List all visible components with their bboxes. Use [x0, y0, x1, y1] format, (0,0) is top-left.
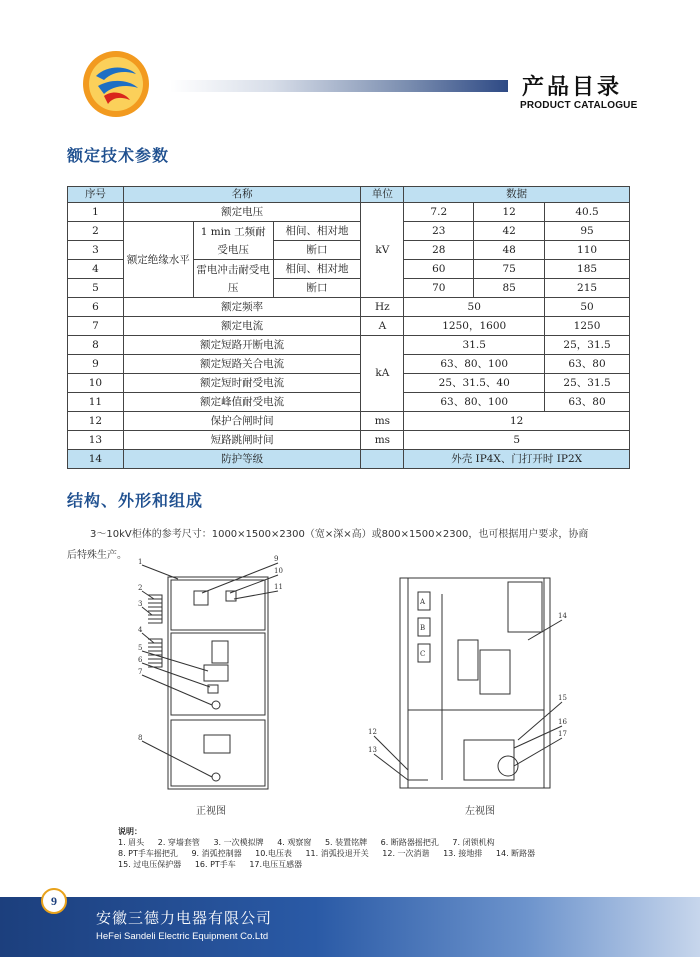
cell-value: 外壳 IP4X、门打开时 IP2X — [404, 450, 630, 469]
callout-label: 6 — [138, 656, 143, 664]
legend-item: 12. 一次消谐 — [382, 849, 430, 858]
cell-no: 6 — [68, 298, 124, 317]
cell-value: 48 — [474, 241, 545, 260]
cell-value: 23 — [404, 222, 474, 241]
company-name-cn: 安徽三德力电器有限公司 — [96, 909, 273, 927]
cell-no: 2 — [68, 222, 124, 241]
legend-item: 10.电压表 — [255, 849, 292, 858]
header-data: 数据 — [404, 187, 630, 203]
cell-value: 28 — [404, 241, 474, 260]
callout-label: 11 — [274, 583, 283, 591]
header-no: 序号 — [68, 187, 124, 203]
cell-value: 110 — [545, 241, 630, 260]
legend-item: 7. 闭锁机构 — [452, 838, 495, 847]
legend-item: 5. 装置铭牌 — [324, 838, 368, 847]
legend-row — [118, 859, 618, 870]
company-logo-icon — [82, 50, 150, 118]
cell-unit — [361, 450, 404, 469]
cell-value: 215 — [545, 279, 630, 298]
spec-section-title: 额定技术参数 — [67, 146, 170, 165]
spec-table — [67, 186, 630, 469]
cell-value: 50 — [404, 298, 545, 317]
legend — [118, 826, 618, 870]
table-row — [68, 317, 630, 336]
legend-item: 8. PT手车摇把孔 — [118, 849, 178, 858]
cell-value: 5 — [404, 431, 630, 450]
page-title: 产品目录 — [522, 75, 623, 100]
callout-label: 8 — [138, 734, 143, 742]
cell-subgroup: 1 min 工频耐受电压 — [193, 222, 273, 260]
callout-label: 17 — [558, 730, 567, 738]
table-row — [68, 450, 630, 469]
header-gradient-bar — [170, 80, 508, 92]
callout-label: 10 — [274, 567, 283, 575]
callout-label: 14 — [558, 612, 567, 620]
legend-item: 6. 断路器摇把孔 — [380, 838, 439, 847]
cell-no: 14 — [68, 450, 124, 469]
cell-value: 25、31.5、40 — [404, 374, 545, 393]
legend-item: 13. 接地排 — [443, 849, 483, 858]
table-row — [68, 431, 630, 450]
cell-subgroup: 雷电冲击耐受电压 — [193, 260, 273, 298]
cell-value: 1250 — [545, 317, 630, 336]
front-view-drawing — [138, 555, 288, 795]
cell-no: 13 — [68, 431, 124, 450]
cell-unit: ms — [361, 412, 404, 431]
cell-value: 7.2 — [404, 203, 474, 222]
table-row — [68, 203, 630, 222]
front-view-caption: 正视图 — [196, 806, 226, 817]
cell-value: 25、31.5 — [545, 374, 630, 393]
cell-value: 1250，1600 — [404, 317, 545, 336]
legend-item: 11. 消弧投退开关 — [305, 849, 369, 858]
side-view-drawing — [368, 570, 578, 795]
cell-no: 7 — [68, 317, 124, 336]
cell-no: 3 — [68, 241, 124, 260]
cell-value: 63、80、100 — [404, 393, 545, 412]
cell-no: 5 — [68, 279, 124, 298]
cell-no: 12 — [68, 412, 124, 431]
cell-value: 31.5 — [404, 336, 545, 355]
cell-no: 8 — [68, 336, 124, 355]
table-row — [68, 222, 630, 241]
legend-item: 9. 消弧控制器 — [191, 849, 242, 858]
cell-unit: kA — [361, 336, 404, 412]
cell-unit: Hz — [361, 298, 404, 317]
cell-subname: 断口 — [273, 241, 361, 260]
callout-label: 1 — [138, 558, 143, 566]
cell-name: 短路跳闸时间 — [123, 431, 361, 450]
cell-value: 95 — [545, 222, 630, 241]
cell-name: 额定电流 — [123, 317, 361, 336]
table-row — [68, 412, 630, 431]
cell-value: 60 — [404, 260, 474, 279]
cell-value: 40.5 — [545, 203, 630, 222]
cell-name: 额定峰值耐受电流 — [123, 393, 361, 412]
cell-value: 185 — [545, 260, 630, 279]
table-row — [68, 393, 630, 412]
callout-label: 5 — [138, 644, 143, 652]
cell-value: 12 — [474, 203, 545, 222]
header-name: 名称 — [123, 187, 361, 203]
table-row — [68, 355, 630, 374]
cell-name: 额定电压 — [123, 203, 361, 222]
structure-section-title: 结构、外形和组成 — [67, 491, 204, 510]
side-view-caption: 左视图 — [465, 806, 495, 817]
cell-unit: A — [361, 317, 404, 336]
legend-row — [118, 848, 618, 859]
callout-label: 3 — [138, 600, 143, 608]
cell-unit: kV — [361, 203, 404, 298]
table-header-row — [68, 187, 630, 203]
callout-label: 13 — [368, 746, 377, 754]
side-letter-label: B — [420, 624, 426, 632]
cell-value: 85 — [474, 279, 545, 298]
table-row — [68, 374, 630, 393]
cell-name: 额定短时耐受电流 — [123, 374, 361, 393]
cell-no: 11 — [68, 393, 124, 412]
callout-label: 16 — [558, 718, 567, 726]
cell-group: 额定绝缘水平 — [123, 222, 193, 298]
callout-label: 12 — [368, 728, 377, 736]
cell-unit: ms — [361, 431, 404, 450]
callout-label: 9 — [274, 555, 279, 563]
cell-name: 额定频率 — [123, 298, 361, 317]
cell-value: 25，31.5 — [545, 336, 630, 355]
legend-item: 4. 观察窗 — [277, 838, 312, 847]
legend-item: 2. 穿墙套管 — [157, 838, 200, 847]
cell-no: 1 — [68, 203, 124, 222]
cell-no: 4 — [68, 260, 124, 279]
company-name-en: HeFei Sandeli Electric Equipment Co.Ltd — [96, 931, 269, 942]
table-row — [68, 336, 630, 355]
legend-item: 16. PT手车 — [194, 860, 236, 869]
cell-value: 12 — [404, 412, 630, 431]
cell-name: 额定短路开断电流 — [123, 336, 361, 355]
cell-no: 10 — [68, 374, 124, 393]
legend-item: 15. 过电压保护器 — [118, 860, 182, 869]
cell-value: 42 — [474, 222, 545, 241]
legend-item: 17.电压互感器 — [249, 860, 303, 869]
cell-value: 63、80、100 — [404, 355, 545, 374]
callout-label: 7 — [138, 668, 143, 676]
callout-label: 4 — [138, 626, 143, 634]
cell-value: 70 — [404, 279, 474, 298]
structure-description-cont: 后特殊生产。 — [67, 550, 127, 561]
legend-item: 1. 眉头 — [118, 838, 145, 847]
legend-item: 3. 一次模拟牌 — [213, 838, 264, 847]
cell-value: 50 — [545, 298, 630, 317]
side-letter-label: A — [420, 598, 426, 606]
side-letter-label: C — [420, 650, 426, 658]
callout-label: 15 — [558, 694, 567, 702]
header-unit: 单位 — [361, 187, 404, 203]
cell-value: 63、80 — [545, 393, 630, 412]
cell-no: 9 — [68, 355, 124, 374]
cell-subname: 相间、相对地 — [273, 222, 361, 241]
structure-description: 3～10kV柜体的参考尺寸：1000×1500×2300（宽×深×高）或800×1500×2300，也可根据用户要求，协商 — [90, 529, 589, 540]
cell-value: 63、80 — [545, 355, 630, 374]
cell-subname: 相间、相对地 — [273, 260, 361, 279]
table-row — [68, 298, 630, 317]
legend-row — [118, 837, 618, 848]
cell-name: 额定短路关合电流 — [123, 355, 361, 374]
page-subtitle: PRODUCT CATALOGUE — [520, 100, 638, 111]
callout-label: 2 — [138, 584, 143, 592]
cell-name: 防护等级 — [123, 450, 361, 469]
page-number: 9 — [41, 888, 67, 914]
legend-item: 14. 断路器 — [495, 849, 536, 858]
cell-name: 保护合闸时间 — [123, 412, 361, 431]
cell-value: 75 — [474, 260, 545, 279]
cell-subname: 断口 — [273, 279, 361, 298]
legend-title: 说明： — [118, 827, 142, 836]
